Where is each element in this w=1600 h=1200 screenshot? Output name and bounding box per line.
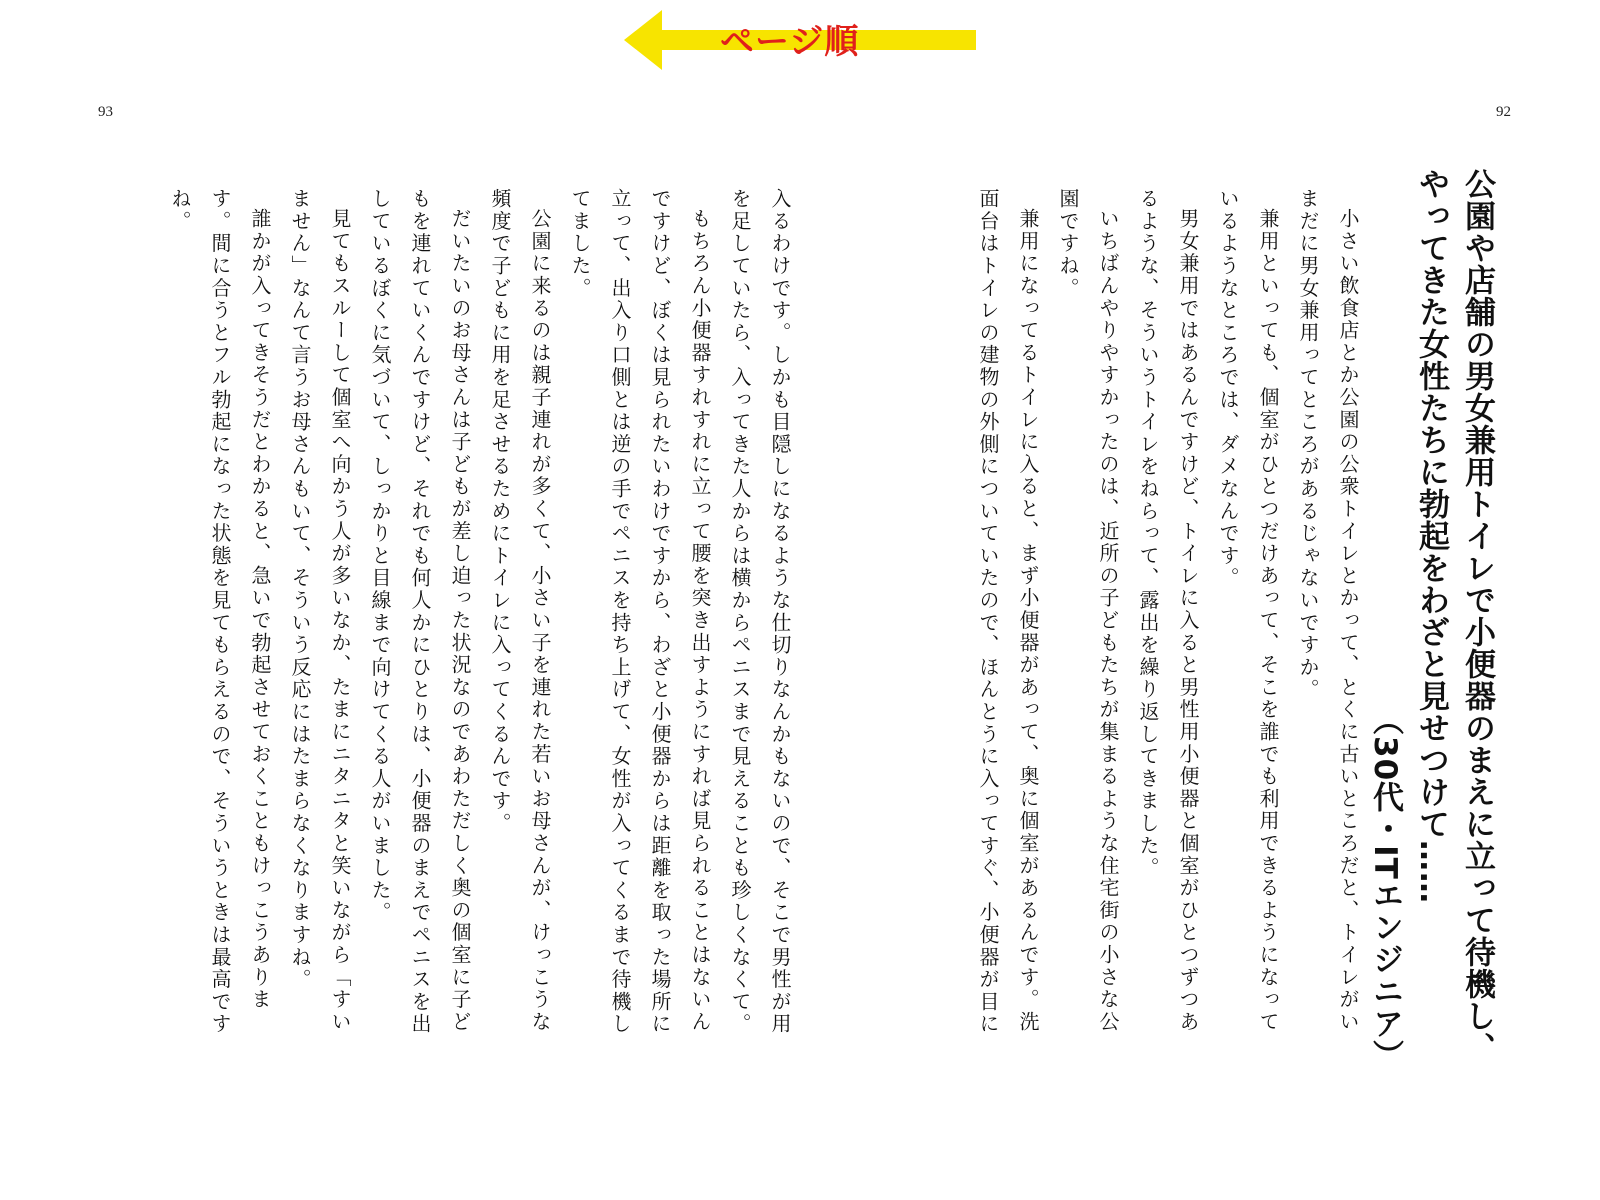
page-number-left: 93 xyxy=(98,104,113,120)
title-line-2: やってきた女性たちに勃起をわざと見せつけて…… xyxy=(1413,168,1449,904)
page-order-banner xyxy=(624,8,984,72)
article-title xyxy=(1362,168,1500,1072)
right-page-body xyxy=(928,188,1368,1048)
paragraph: 兼用になってるトイレに入ると、まず小便器があって、奥に個室があるんです。洗面台はトイレの建物の外側についていたので、ほんとうに入ってすぐ、小便器が目に xyxy=(976,188,1040,1036)
title-line-1: 公園や店舗の男女兼用トイレで小便器のまえに立って待機し、 xyxy=(1459,168,1495,1064)
page-order-label: ページ順 xyxy=(720,22,860,62)
paragraph: もちろん小便器すれすれに立って腰を突き出すようにすれば見られることはないんですけど、ぼくは見られたいわけですから、わざと小便器からは距離を取った場所に立って、出入り口側とは逆の手でペニスを持ち上げて、女性が入ってくるまで待機してました。 xyxy=(568,188,712,1036)
author-byline: （30代・ITエンジニア） xyxy=(1367,704,1403,1072)
paragraph: 誰かが入ってきそうだとわかると、急いで勃起させておくこともけっこうあります。間に合うとフル勃起になった状態を見てもらえるので、そういうときは最高ですね。 xyxy=(168,188,272,1036)
paragraph: 小さい飲食店とか公園の公衆トイレとかって、とくに古いところだと、トイレがいまだに男女兼用ってところがあるじゃないですか。 xyxy=(1296,188,1360,1034)
paragraph: 入るわけです。しかも目隠しになるような仕切りなんかもないので、そこで男性が用を足していたら、入ってきた人からは横からペニスまで見えることも珍しくなくて。 xyxy=(728,188,792,1036)
paragraph: 男女兼用ではあるんですけど、トイレに入ると男性用小便器と個室がひとつずつあるような、そういうトイレをねらって、露出を繰り返してきました。 xyxy=(1136,188,1200,1034)
paragraph: 兼用といっても、個室がひとつだけあって、そこを誰でも利用できるようになっているようなところでは、ダメなんです。 xyxy=(1216,188,1280,1034)
paragraph: 見てもスルーして個室へ向かう人が多いなか、たまにニタニタと笑いながら「すいません」なんて言うお母さんもいて、そういう反応にはたまらなくなりますね。 xyxy=(288,188,352,1034)
paragraph: いちばんやりやすかったのは、近所の子どもたちが集まるような住宅街の小さな公園ですね。 xyxy=(1056,188,1120,1034)
page-number-right: 92 xyxy=(1496,104,1511,120)
left-page-body xyxy=(168,188,800,1048)
paragraph: だいたいのお母さんは子どもが差し迫った状況なのであわただしく奥の個室に子どもを連れていくんですけど、それでも何人かにひとりは、小便器のまえでペニスを出しているぼくに気づいて、しっかりと目線まで向けてくる人がいました。 xyxy=(368,188,472,1036)
paragraph: 公園に来るのは親子連れが多くて、小さい子を連れた若いお母さんが、けっこうな頻度で子どもに用を足させるためにトイレに入ってくるんです。 xyxy=(488,188,552,1034)
